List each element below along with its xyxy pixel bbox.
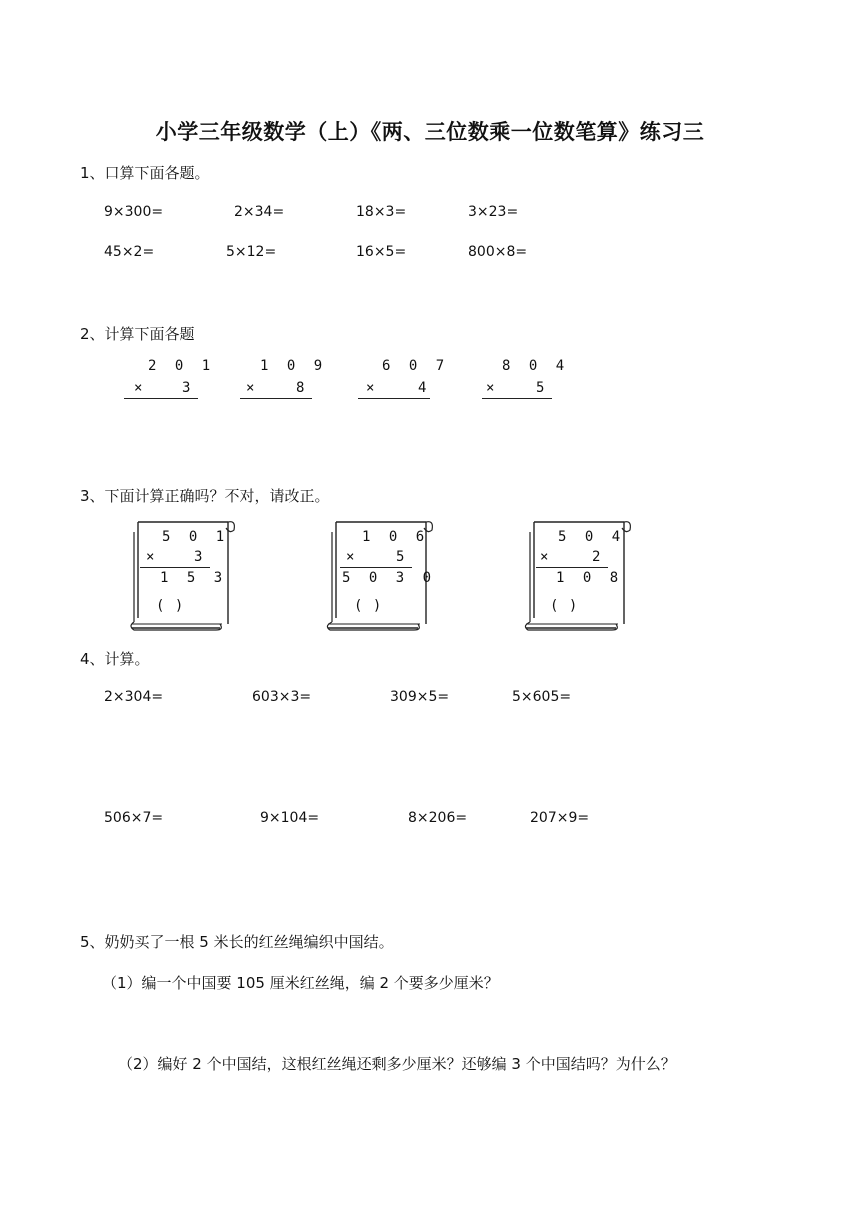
multiplicand: 2 0 1 — [148, 358, 216, 374]
times-sign: × — [366, 380, 380, 396]
oral-item: 45×2= — [104, 244, 155, 260]
multiplier: 5 — [396, 549, 410, 565]
calc-item: 8×206= — [408, 810, 468, 826]
oral-item: 2×34= — [234, 204, 285, 220]
calc-item: 309×5= — [390, 689, 450, 705]
times-sign: × — [540, 549, 554, 565]
calc-item: 9×104= — [260, 810, 320, 826]
multiplier: 4 — [418, 380, 432, 396]
section-2-heading: 2、计算下面各题 — [80, 325, 195, 343]
multiplier: 5 — [536, 380, 550, 396]
answer-line — [482, 398, 552, 399]
oral-item: 9×300= — [104, 204, 164, 220]
section-5-heading: 5、奶奶买了一根 5 米长的红丝绳编织中国结。 — [80, 933, 394, 951]
times-sign: × — [486, 380, 500, 396]
answer-line — [340, 567, 412, 568]
answer-parentheses: ( ) — [156, 598, 185, 614]
oral-item: 18×3= — [356, 204, 407, 220]
answer-line — [358, 398, 430, 399]
times-sign: × — [346, 549, 360, 565]
oral-item: 5×12= — [226, 244, 277, 260]
word-problem-question-2: （2）编好 2 个中国结，这根红丝绳还剩多少厘米？还够编 3 个中国结吗？为什么？ — [118, 1055, 676, 1073]
multiplier: 8 — [296, 380, 310, 396]
times-sign: × — [134, 380, 148, 396]
multiplicand: 5 0 4 — [558, 529, 626, 545]
multiplier: 3 — [182, 380, 196, 396]
multiplicand: 8 0 4 — [502, 358, 570, 374]
times-sign: × — [246, 380, 260, 396]
answer-parentheses: ( ) — [354, 598, 383, 614]
answer-line — [240, 398, 312, 399]
oral-item: 800×8= — [468, 244, 528, 260]
oral-item: 16×5= — [356, 244, 407, 260]
page-title: 小学三年级数学（上）《两、三位数乘一位数笔算》练习三 — [155, 120, 705, 144]
multiplicand: 5 0 1 — [162, 529, 230, 545]
calc-item: 5×605= — [512, 689, 572, 705]
answer-line — [124, 398, 198, 399]
calc-item: 506×7= — [104, 810, 164, 826]
oral-item: 3×23= — [468, 204, 519, 220]
multiplier: 3 — [194, 549, 208, 565]
section-1-heading: 1、口算下面各题。 — [80, 164, 210, 182]
multiplicand: 6 0 7 — [382, 358, 450, 374]
calc-item: 2×304= — [104, 689, 164, 705]
answer-line — [140, 567, 210, 568]
multiplier: 2 — [592, 549, 606, 565]
wrong-result: 1 0 8 — [556, 570, 624, 586]
times-sign: × — [146, 549, 160, 565]
calc-item: 603×3= — [252, 689, 312, 705]
wrong-result: 1 5 3 — [160, 570, 228, 586]
calc-item: 207×9= — [530, 810, 590, 826]
answer-parentheses: ( ) — [550, 598, 579, 614]
word-problem-question-1: （1）编一个中国要 105 厘米红丝绳，编 2 个要多少厘米？ — [102, 974, 499, 992]
section-3-heading: 3、下面计算正确吗？不对，请改正。 — [80, 487, 330, 505]
wrong-result: 5 0 3 0 — [342, 570, 437, 586]
multiplicand: 1 0 6 — [362, 529, 430, 545]
answer-line — [536, 567, 608, 568]
section-4-heading: 4、计算。 — [80, 650, 150, 668]
multiplicand: 1 0 9 — [260, 358, 328, 374]
